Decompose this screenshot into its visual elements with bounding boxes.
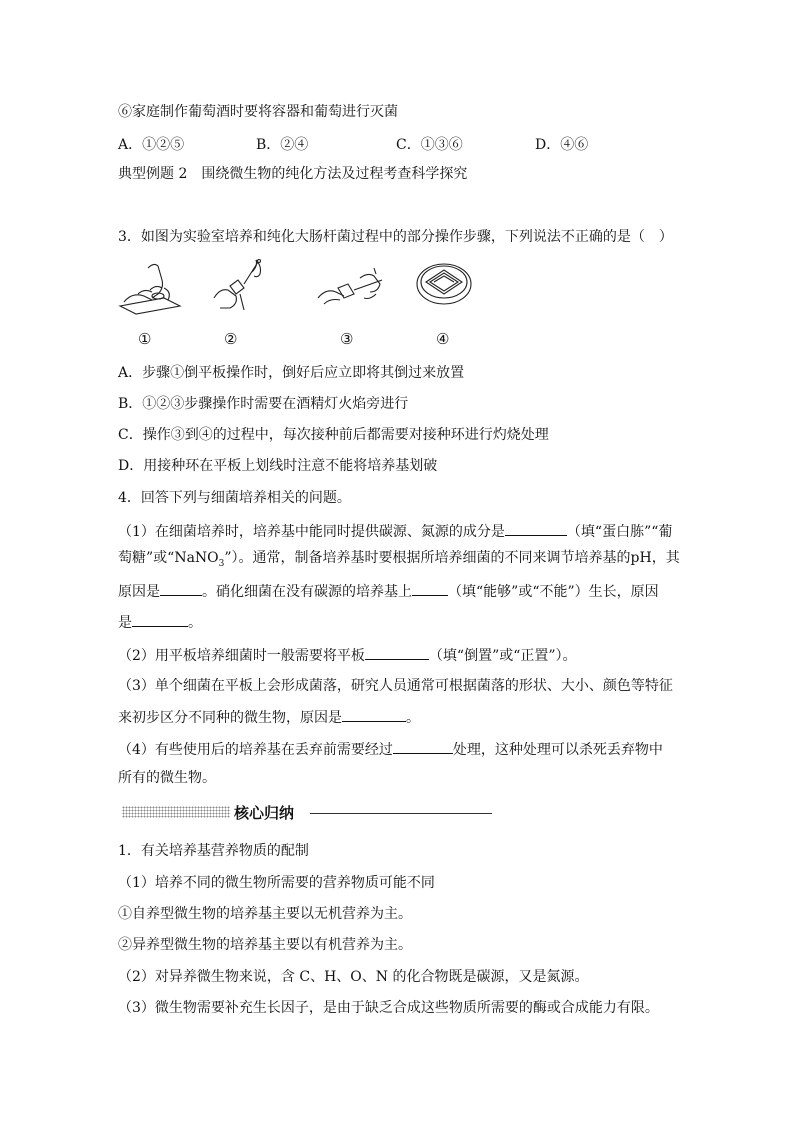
figure-label-3: ③: [340, 330, 354, 348]
q3-stem: 3．如图为实验室培养和纯化大肠杆菌过程中的部分操作步骤，下列说法不正确的是（ ）: [118, 229, 673, 245]
summary-point-2: （2）对异养微生物来说，含 C、H、O、N 的化合物既是碳源，又是氮源。: [118, 969, 589, 985]
figure-label-2: ②: [224, 330, 238, 348]
q3-choice-b[interactable]: B．①②③步骤操作时需要在酒精灯火焰旁进行: [118, 396, 409, 412]
summary-heading: 1．有关培养基营养物质的配制: [118, 843, 309, 859]
option-6-text: ⑥家庭制作葡萄酒时要将容器和葡萄进行灭菌: [118, 104, 398, 120]
flame-loop-illustration: [210, 258, 270, 348]
answer-blank[interactable]: [342, 706, 406, 722]
summary-point-1a: ①自养型微生物的培养基主要以无机营养为主。: [118, 906, 412, 922]
summary-point-3: （3）微生物需要补充生长因子，是由于缺乏合成这些物质所需要的酶或合成能力有限。: [118, 1000, 659, 1016]
q3-choice-d[interactable]: D．用接种环在平板上划线时注意不能将培养基划破: [118, 458, 438, 474]
summary-point-1b: ②异养型微生物的培养基主要以有机营养为主。: [118, 937, 412, 953]
q4-part3-line2: 来初步区分不同种的微生物，原因是 。: [118, 706, 420, 728]
choice-a[interactable]: A．①②⑤: [118, 137, 185, 153]
q4-part1-line3: 原因是 。硝化细菌在没有碳源的培养基上 （填“能够”或“不能”）生长，原因: [118, 580, 659, 602]
core-title: 核心归纳: [234, 804, 295, 822]
q4-part1-line2: 萄糖”或“NaNO$_3$”）。通常，制备培养基时要根据所培养细菌的不同来调节培养基的pH，其: [118, 550, 680, 569]
streak-plate-illustration: [414, 258, 474, 348]
answer-blank[interactable]: [505, 520, 567, 536]
q4-part3-line1: （3）单个细菌在平板上会形成菌落，研究人员通常可根据菌落的形状、大小、颜色等特征: [118, 678, 673, 694]
answer-blank[interactable]: [393, 738, 453, 754]
example-heading: 典型例题 2 围绕微生物的纯化方法及过程考查科学探究: [118, 166, 468, 182]
core-summary-header: [122, 802, 492, 824]
choice-d[interactable]: D．④⑥: [535, 137, 589, 153]
q4-part1-line4: 是 。: [118, 611, 202, 633]
figure-label-4: ④: [436, 330, 450, 348]
q4-stem: 4．回答下列与细菌培养相关的问题。: [118, 490, 351, 506]
q4-part2: （2）用平板培养细菌时一般需要将平板 （填“倒置”或“正置”）。: [118, 644, 577, 666]
q4-part4-line1: （4）有些使用后的培养基在丢弃前需要经过 处理，这种处理可以杀死丢弃物中: [118, 738, 663, 760]
dotted-bar: [122, 806, 230, 818]
answer-blank[interactable]: [412, 580, 448, 596]
summary-point-1: （1）培养不同的微生物所需要的营养物质可能不同: [118, 875, 435, 891]
q3-choice-a[interactable]: A．步骤①倒平板操作时，倒好后应立即将其倒过来放置: [118, 365, 465, 381]
choice-c[interactable]: C．①③⑥: [396, 137, 463, 153]
q3-figure: [118, 258, 498, 354]
choice-b[interactable]: B．②④: [256, 137, 309, 153]
answer-choices: [118, 134, 678, 154]
pour-plate-illustration: [118, 258, 182, 348]
q3-choice-c[interactable]: C．操作③到④的过程中，每次接种前后都需要对接种环进行灼烧处理: [118, 427, 549, 443]
answer-blank[interactable]: [160, 580, 202, 596]
q4-part1-line1: （1）在细菌培养时，培养基中能同时提供碳源、氮源的成分是 （填“蛋白胨”“葡: [118, 520, 672, 542]
q4-part4-line2: 所有的微生物。: [118, 770, 216, 786]
answer-blank[interactable]: [132, 611, 188, 627]
header-rule: [310, 813, 492, 814]
answer-blank[interactable]: [365, 644, 429, 660]
inoculate-illustration: [314, 258, 388, 348]
figure-label-1: ①: [138, 330, 152, 348]
